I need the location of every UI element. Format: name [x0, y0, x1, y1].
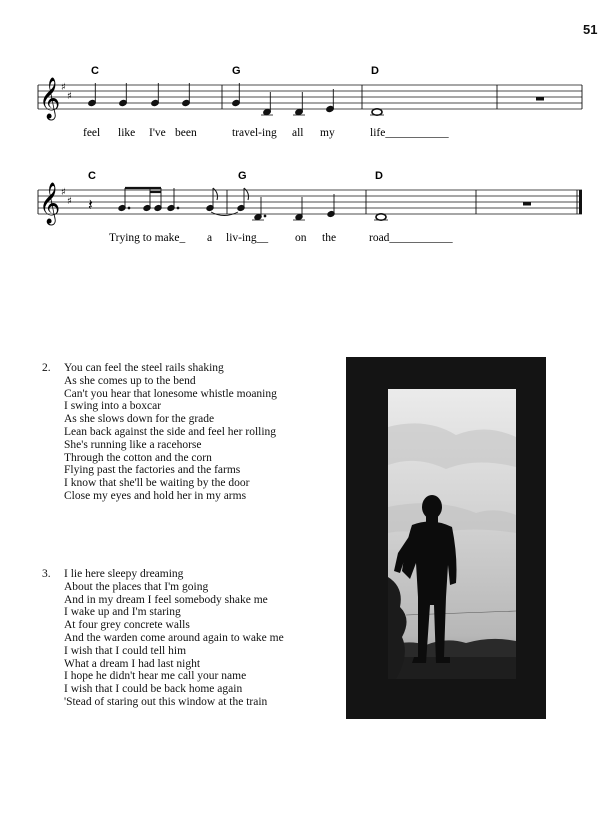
verse-line: Lean back against the side and feel her rolling [64, 425, 277, 438]
treble-clef-icon: 𝄞 [39, 183, 61, 224]
chord-1: C [91, 65, 99, 77]
lyric-syllable: like [118, 127, 136, 139]
chord-3: D [375, 170, 383, 182]
lyric-syllable: my [320, 127, 335, 139]
lyric-syllable: road___________ [369, 232, 453, 244]
verse-line: She's running like a racehorse [64, 438, 202, 451]
whole-note [370, 109, 384, 115]
verse-line: And in my dream I feel somebody shake me [64, 593, 268, 606]
verse-number: 2. [42, 362, 51, 374]
photo-man-in-doorway [346, 357, 546, 719]
verse-line: I wish that I could be back home again [64, 683, 243, 696]
lyric-syllable: feel [83, 127, 101, 139]
music-staff-1 [0, 60, 600, 150]
verse-line: You can feel the steel rails shaking [64, 362, 224, 374]
lyric-syllable: life___________ [370, 127, 449, 139]
lyric-syllable: all [292, 127, 304, 139]
verse-line: 'Stead of staring out this window at the train [64, 695, 268, 708]
lyric-syllable: the [322, 232, 337, 244]
photo-illustration [346, 357, 546, 719]
lyric-syllable: I've [149, 127, 166, 139]
final-barline [579, 190, 582, 214]
whole-note [374, 214, 388, 220]
verse-lines [64, 362, 277, 503]
verse-line: As she comes up to the bend [64, 374, 196, 387]
chord-2: G [232, 65, 241, 77]
lyric-syllable: been [175, 127, 197, 139]
verse-line: I hope he didn't hear me call your name [64, 670, 247, 683]
verse-line: I lie here sleepy dreaming [64, 568, 184, 580]
verse-line: Flying past the factories and the farms [64, 464, 241, 477]
treble-clef-icon: 𝄞 [39, 78, 61, 119]
lyric-syllable: Trying to make_ [109, 232, 186, 244]
lyric-syllable: travel-ing [232, 127, 277, 139]
sharp-icon: ♯ [67, 196, 72, 207]
notes-measure-2 [232, 83, 335, 116]
verse-line: And the warden come around again to wake me [64, 631, 284, 644]
verse-line: Close my eyes and hold her in my arms [64, 489, 247, 502]
quarter-rest-icon: 𝄽 [88, 195, 93, 214]
whole-rest-icon [536, 97, 544, 101]
lyric-syllable: a [207, 232, 213, 244]
verse-line: I swing into a boxcar [64, 400, 162, 413]
verse-number: 3. [42, 568, 51, 580]
verse-line: Can't you hear that lonesome whistle moaning [64, 387, 277, 400]
verse-line: About the places that I'm going [64, 580, 209, 593]
chord-1: C [88, 170, 96, 182]
verse-line: As she slows down for the grade [64, 413, 215, 426]
verse-line: What a dream I had last night [64, 657, 201, 670]
verse-lines [64, 568, 284, 709]
staff-lines [38, 85, 582, 109]
verse-line: Through the cotton and the corn [64, 451, 212, 464]
chord-2: G [238, 170, 247, 182]
music-staff-2 [0, 165, 600, 255]
verse-line: I wake up and I'm staring [64, 606, 181, 619]
sharp-icon: ♯ [61, 187, 66, 198]
notes-measure-2 [237, 188, 335, 221]
verse-line: At four grey concrete walls [64, 619, 190, 632]
lyric-syllable: liv-ing__ [226, 232, 269, 244]
page-number: 51 [583, 22, 598, 37]
whole-rest-icon [523, 202, 531, 206]
sharp-icon: ♯ [67, 91, 72, 102]
chord-3: D [371, 65, 379, 77]
lyric-syllable: on [295, 232, 307, 244]
sharp-icon: ♯ [61, 82, 66, 93]
verse-line: I wish that I could tell him [64, 644, 187, 657]
verse-line: I know that she'll be waiting by the door [64, 477, 250, 490]
